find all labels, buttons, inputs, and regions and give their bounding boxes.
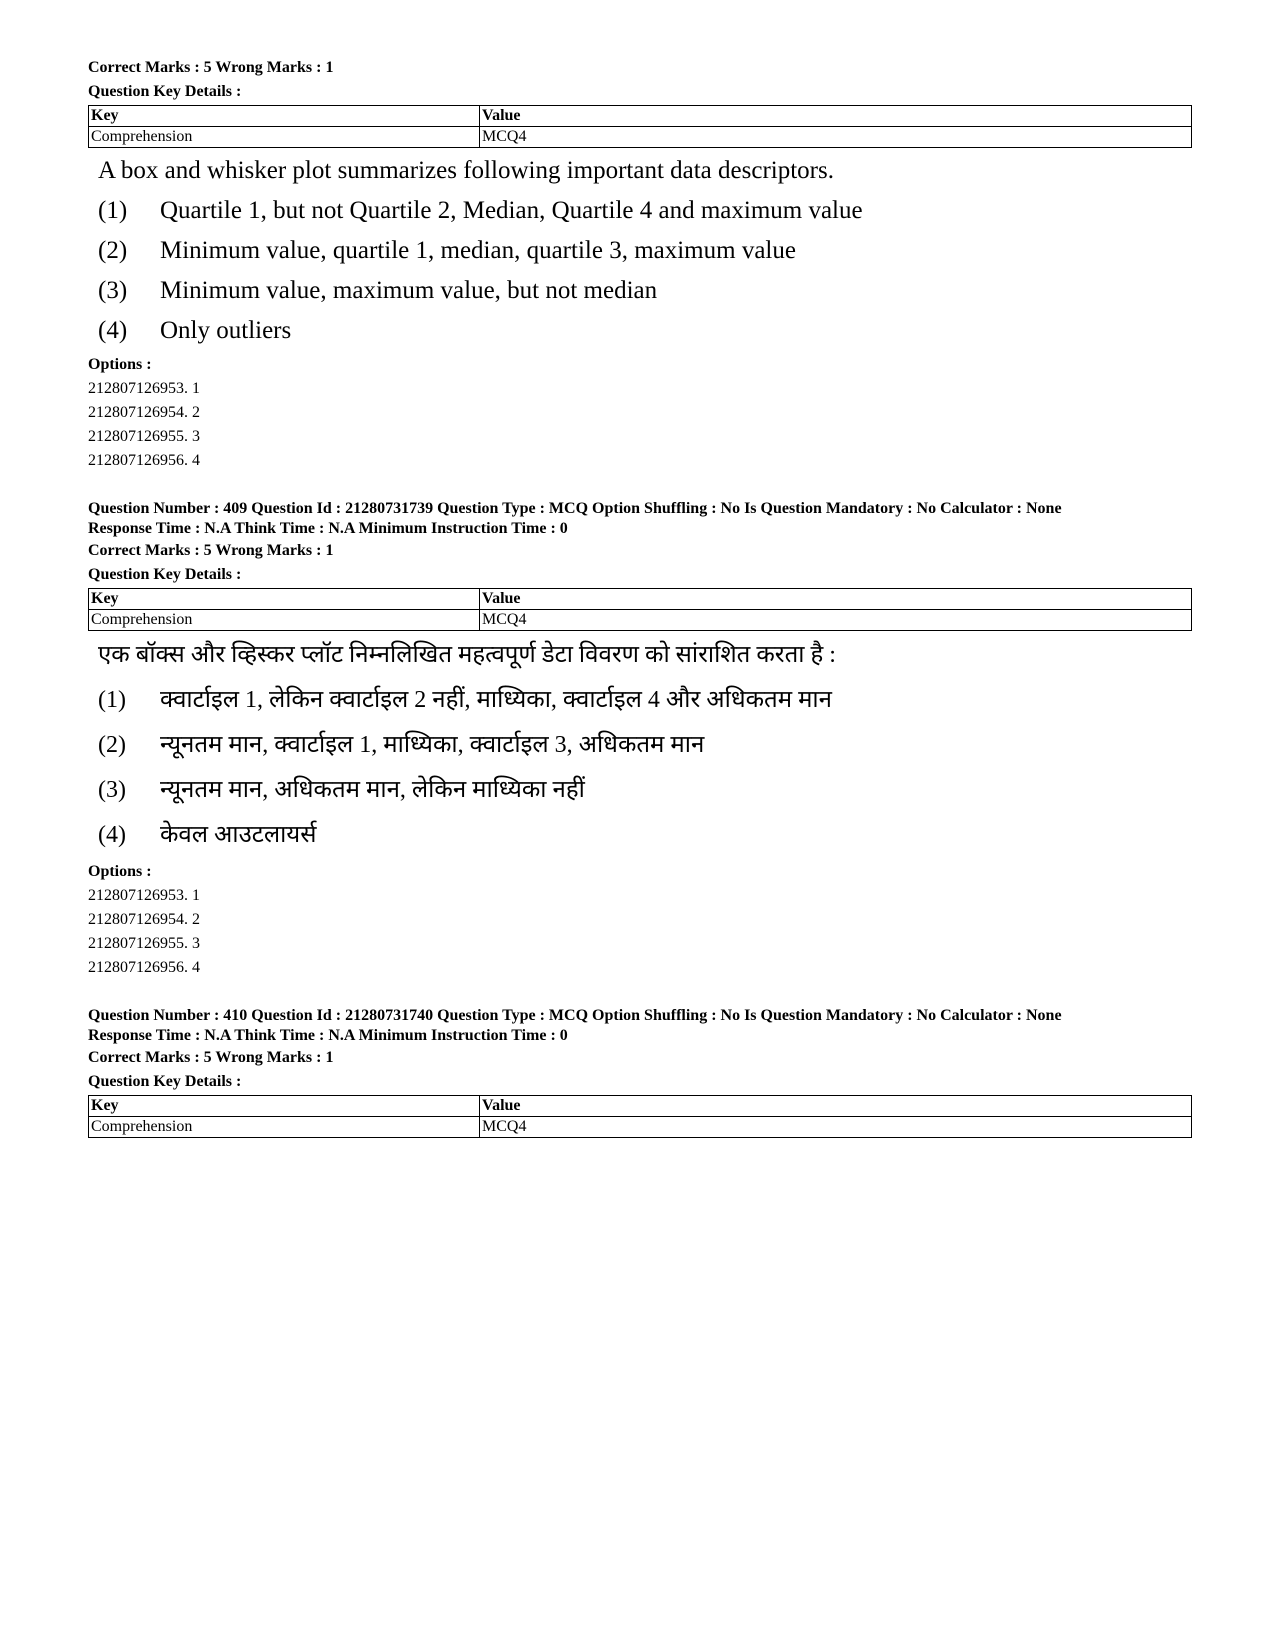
option-id: 212807126953. 1 — [88, 887, 200, 904]
choice-row — [98, 723, 1192, 768]
marks-line: Correct Marks : 5 Wrong Marks : 1 — [88, 542, 334, 559]
table-row — [89, 127, 1192, 148]
option-id: 212807126953. 1 — [88, 380, 200, 397]
question-stem: एक बॉक्स और व्हिस्कर प्लॉट निम्नलिखित महत्वपूर्ण डेटा विवरण को सांराशित करता है : — [98, 642, 836, 668]
choice-row — [98, 271, 1192, 311]
table-header-row — [89, 589, 1192, 610]
document-page — [88, 56, 1192, 1138]
question-timing: Response Time : N.A Think Time : N.A Minimum Instruction Time : 0 — [88, 520, 568, 537]
options-label: Options : — [88, 863, 152, 880]
question-block-409 — [88, 499, 1192, 980]
table-header-row — [89, 1096, 1192, 1117]
key-cell: Comprehension — [89, 610, 480, 631]
table-header-row — [89, 106, 1192, 127]
choice-number: (4) — [98, 317, 128, 344]
options-label: Options : — [88, 356, 152, 373]
key-details-table — [88, 1095, 1192, 1138]
marks-line: Correct Marks : 5 Wrong Marks : 1 — [88, 1049, 334, 1066]
value-cell: MCQ4 — [480, 1117, 1192, 1138]
choice-text: Only outliers — [160, 317, 292, 344]
value-cell: MCQ4 — [480, 127, 1192, 148]
key-details-table — [88, 588, 1192, 631]
choice-text: केवल आउटलायर्स — [160, 822, 317, 848]
choice-number: (1) — [98, 687, 126, 713]
option-id: 212807126956. 4 — [88, 452, 200, 469]
choice-row — [98, 768, 1192, 813]
choice-row — [98, 813, 1192, 858]
key-details-label: Question Key Details : — [88, 566, 242, 583]
choice-number: (2) — [98, 237, 128, 264]
choice-row — [98, 678, 1192, 723]
choice-text: Minimum value, maximum value, but not median — [160, 277, 658, 304]
key-details-label: Question Key Details : — [88, 83, 242, 100]
choice-number: (3) — [98, 777, 126, 803]
question-text-hindi — [98, 633, 1192, 858]
choice-row — [98, 191, 1192, 231]
choice-text: न्यूनतम मान, अधिकतम मान, लेकिन माध्यिका नहीं — [160, 777, 585, 803]
key-details-table — [88, 105, 1192, 148]
choice-number: (2) — [98, 732, 126, 758]
choice-row — [98, 231, 1192, 271]
table-row — [89, 1117, 1192, 1138]
option-id: 212807126956. 4 — [88, 959, 200, 976]
choice-row — [98, 311, 1192, 351]
key-cell: Comprehension — [89, 127, 480, 148]
question-block-410 — [88, 1006, 1192, 1138]
choice-text: Quartile 1, but not Quartile 2, Median, Quartile 4 and maximum value — [160, 197, 863, 224]
question-header: Question Number : 410 Question Id : 21280731740 Question Type : MCQ Option Shuffling : No Is Question Mandatory : No Calculator : None — [88, 1007, 1062, 1024]
key-header: Key — [89, 1096, 480, 1117]
choice-number: (3) — [98, 277, 128, 304]
value-header: Value — [480, 106, 1192, 127]
option-id: 212807126955. 3 — [88, 428, 200, 445]
choice-number: (4) — [98, 822, 126, 848]
question-timing: Response Time : N.A Think Time : N.A Minimum Instruction Time : 0 — [88, 1027, 568, 1044]
value-header: Value — [480, 1096, 1192, 1117]
option-id: 212807126954. 2 — [88, 911, 200, 928]
question-text — [98, 151, 1192, 351]
choice-number: (1) — [98, 197, 128, 224]
value-cell: MCQ4 — [480, 610, 1192, 631]
marks-line: Correct Marks : 5 Wrong Marks : 1 — [88, 59, 334, 76]
option-id: 212807126954. 2 — [88, 404, 200, 421]
question-block-top — [88, 56, 1192, 473]
value-header: Value — [480, 589, 1192, 610]
choice-text: न्यूनतम मान, क्वार्टाइल 1, माध्यिका, क्वार्टाइल 3, अधिकतम मान — [160, 732, 705, 758]
key-cell: Comprehension — [89, 1117, 480, 1138]
table-row — [89, 610, 1192, 631]
key-header: Key — [89, 106, 480, 127]
key-header: Key — [89, 589, 480, 610]
choice-text: Minimum value, quartile 1, median, quartile 3, maximum value — [160, 237, 796, 264]
choice-text: क्वार्टाइल 1, लेकिन क्वार्टाइल 2 नहीं, माध्यिका, क्वार्टाइल 4 और अधिकतम मान — [160, 687, 832, 713]
option-id: 212807126955. 3 — [88, 935, 200, 952]
question-stem: A box and whisker plot summarizes following important data descriptors. — [98, 157, 834, 184]
key-details-label: Question Key Details : — [88, 1073, 242, 1090]
question-header: Question Number : 409 Question Id : 21280731739 Question Type : MCQ Option Shuffling : No Is Question Mandatory : No Calculator : None — [88, 500, 1062, 517]
